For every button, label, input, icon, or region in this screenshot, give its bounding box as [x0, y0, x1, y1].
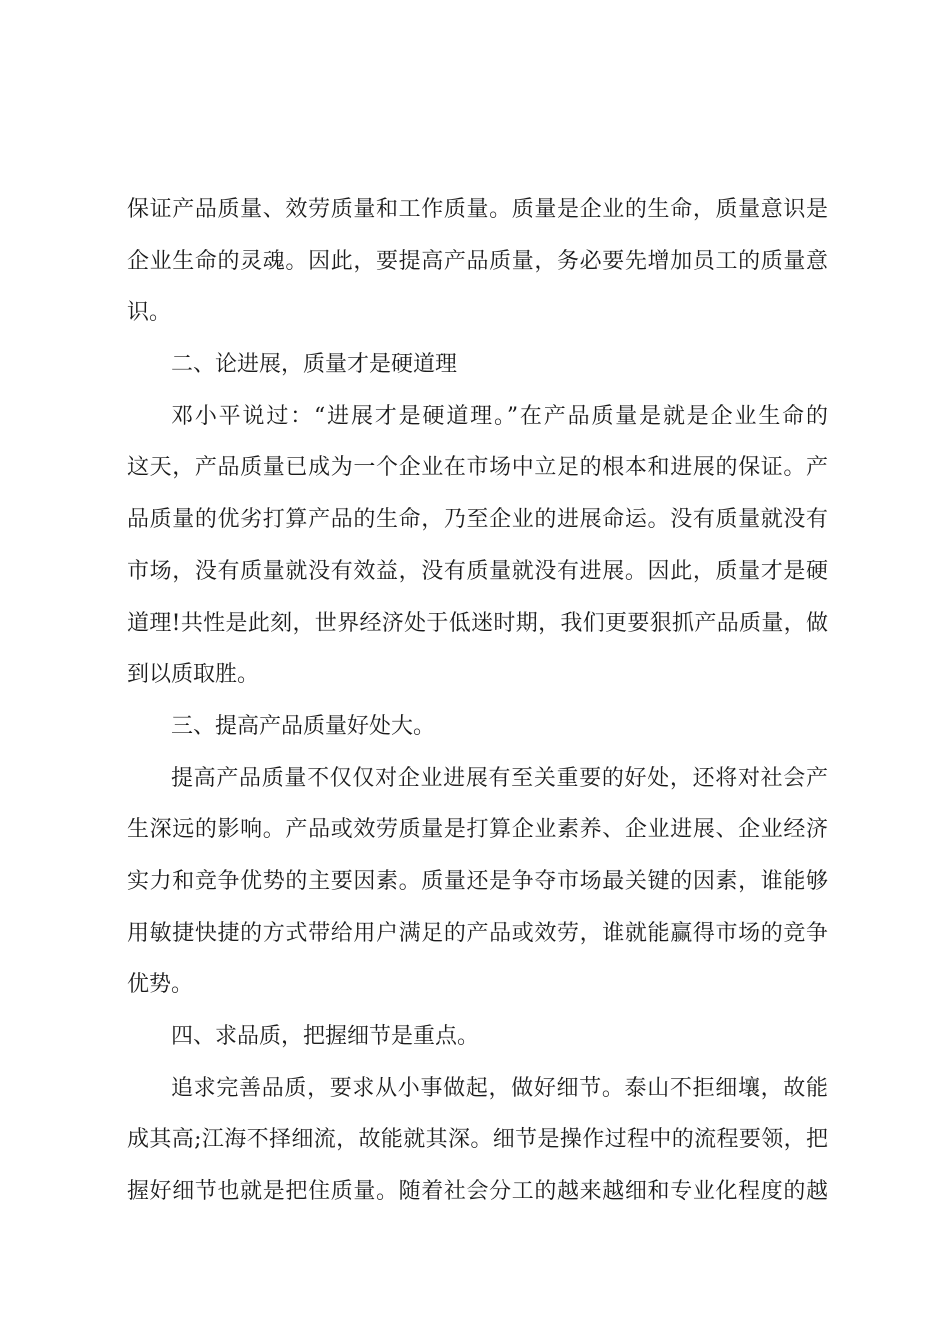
text-line: 实力和竞争优势的主要因素。质量还是争夺市场最关键的因素，谁能够 [127, 868, 828, 894]
text-line: 成其高;江海不择细流，故能就其深。细节是操作过程中的流程要领，把 [127, 1127, 828, 1153]
text-line: 品质量的优劣打算产品的生命，乃至企业的进展命运。没有质量就没有 [127, 507, 828, 533]
text-line: 识。 [127, 300, 172, 326]
section-heading: 三、提高产品质量好处大。 [171, 713, 436, 739]
section-heading: 二、论进展，质量才是硬道理 [171, 352, 458, 378]
text-line: 保证产品质量、效劳质量和工作质量。质量是企业的生命，质量意识是 [127, 197, 828, 222]
text-line: 用敏捷快捷的方式带给用户满足的产品或效劳，谁就能赢得市场的竞争 [127, 920, 828, 946]
text-line: 企业生命的灵魂。因此，要提高产品质量，务必要先增加员工的质量意 [127, 248, 828, 274]
text-line: 这天，产品质量已成为一个企业在市场中立足的根本和进展的保证。产 [127, 455, 828, 481]
text-line: 追求完善品质，要求从小事做起，做好细节。泰山不拒细壤，故能 [171, 1075, 828, 1101]
section-heading: 四、求品质，把握细节是重点。 [171, 1024, 480, 1049]
text-line: 优势。 [127, 972, 194, 998]
text-line: 邓小平说过：“进展才是硬道理。”在产品质量是就是企业生命的 [171, 403, 828, 429]
text-line: 握好细节也就是把住质量。随着社会分工的越来越细和专业化程度的越 [127, 1179, 828, 1205]
text-line: 生深远的影响。产品或效劳质量是打算企业素养、企业进展、企业经济 [127, 817, 828, 843]
document-body [127, 184, 828, 1218]
text-line: 到以质取胜。 [127, 662, 260, 688]
text-line: 道理!共性是此刻，世界经济处于低迷时期，我们更要狠抓产品质量，做 [127, 610, 828, 636]
text-line: 市场，没有质量就没有效益，没有质量就没有进展。因此，质量才是硬 [127, 558, 828, 584]
text-line: 提高产品质量不仅仅对企业进展有至关重要的好处，还将对社会产 [171, 765, 828, 791]
